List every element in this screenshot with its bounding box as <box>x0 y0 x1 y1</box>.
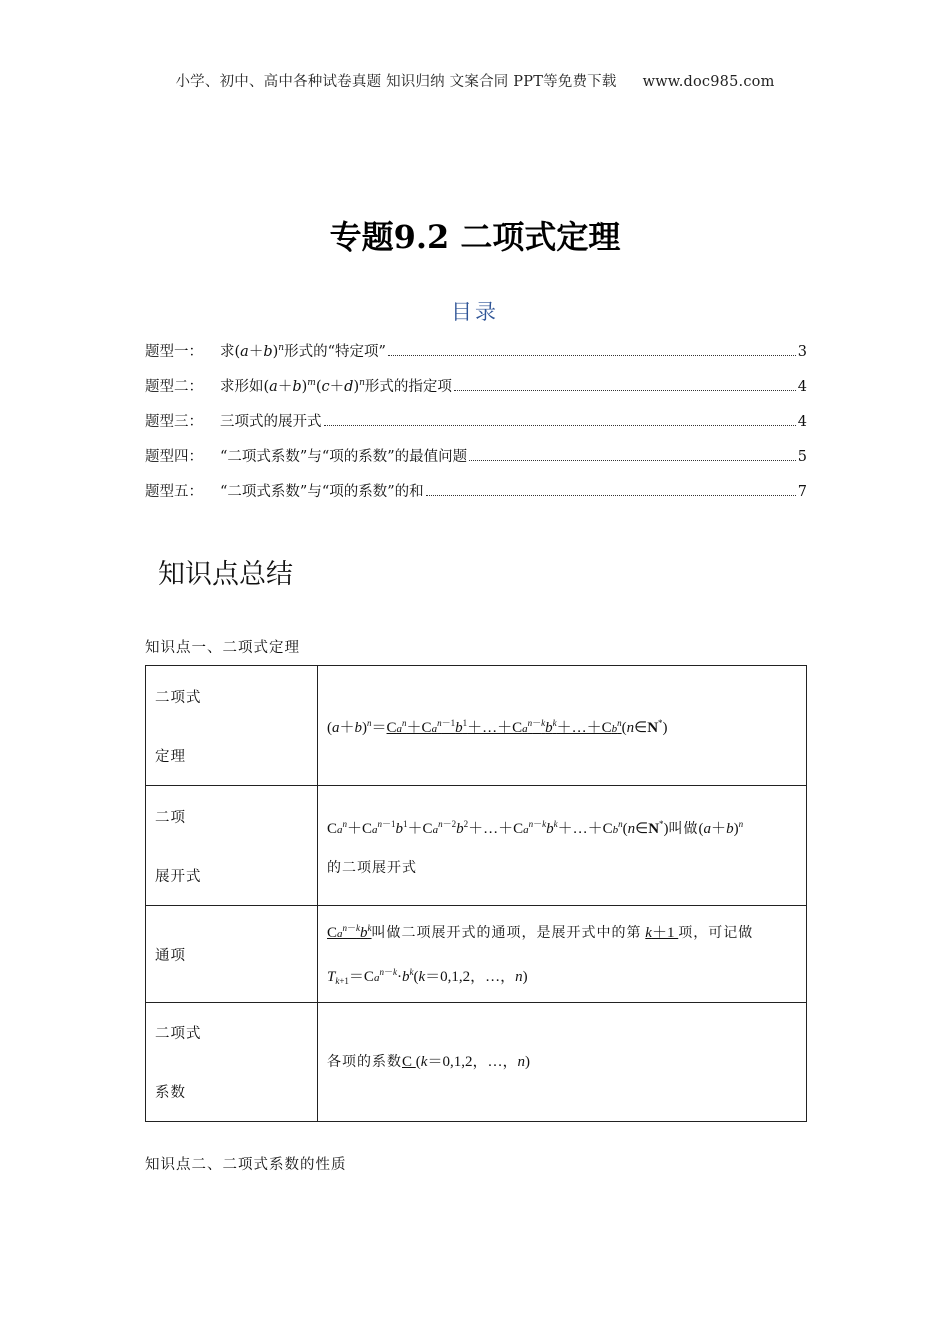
toc-item-5[interactable] <box>145 480 807 515</box>
toc-label: 题型四： <box>145 449 203 465</box>
row-label: 二项 展开式 <box>146 786 318 906</box>
toc-page-number: 3 <box>797 344 807 360</box>
document-title: 专题9.2 二项式定理 <box>329 218 621 256</box>
page-header <box>0 70 950 91</box>
subsection-title-2: 知识点二、二项式系数的性质 <box>145 1157 347 1173</box>
table-row <box>146 666 807 786</box>
table-row <box>146 1003 807 1122</box>
row-label: 二项式 定理 <box>146 666 318 786</box>
toc-page-number: 7 <box>797 484 807 500</box>
row-label: 二项式 系数 <box>146 1003 318 1122</box>
toc-heading: 目录 <box>451 300 499 324</box>
toc-text: “二项式系数”与“项的系数”的和 <box>220 484 424 500</box>
binomial-theorem-formula: $(a+b)^n=Ca^n+Ca^{n-1}b^1+\dots+Ca^{n-k}b^k+\dots+Cb^n(n\in N^*)$ <box>318 666 807 786</box>
section-title: 知识点总结 <box>158 559 293 590</box>
toc-leader-dots <box>426 495 796 496</box>
toc-label: 题型二： <box>145 379 203 395</box>
toc-text: “二项式系数”与“项的系数”的最值问题 <box>220 449 468 465</box>
toc-text: 求形如$(a+b)^m(c+d)^n$形式的指定项 <box>220 378 452 395</box>
toc-label: 题型一： <box>145 344 203 360</box>
toc-item-4[interactable] <box>145 445 807 480</box>
toc-page-number: 4 <box>797 414 807 430</box>
binomial-coefficient-formula: 各项的系数C (k＝0,1,2，…，n) <box>318 1003 807 1122</box>
toc-leader-dots <box>388 355 796 356</box>
table-row <box>146 906 807 1003</box>
row-label: 通项 <box>146 906 318 1003</box>
toc-item-2[interactable] <box>145 375 807 410</box>
toc-label: 题型五： <box>145 484 203 500</box>
binomial-expansion-formula: $Ca^n+Ca^{n-1}b^1+Ca^{n-2}b^2+\dots+Ca^{n-k}b^k+\dots+Cb^n(n\in N^*)$叫做$(a+b)^n$ 的二项展开式 <box>318 786 807 906</box>
header-text: 小学、初中、高中各种试卷真题 知识归纳 文案合同 PPT等免费下载 <box>175 74 617 90</box>
toc-leader-dots <box>324 425 796 426</box>
toc-item-1[interactable] <box>145 340 807 375</box>
toc-text: 求$(a+b)^n$形式的“特定项” <box>220 343 386 360</box>
toc-text: 三项式的展开式 <box>220 414 322 430</box>
toc-leader-dots <box>454 390 796 391</box>
table-of-contents <box>145 340 807 515</box>
header-site: www.doc985.com <box>642 74 775 90</box>
subsection-title-1: 知识点一、二项式定理 <box>145 640 300 656</box>
knowledge-table <box>145 665 807 1122</box>
table-row <box>146 786 807 906</box>
toc-page-number: 4 <box>797 379 807 395</box>
toc-page-number: 5 <box>797 449 807 465</box>
toc-leader-dots <box>469 460 796 461</box>
toc-label: 题型三： <box>145 414 203 430</box>
general-term-formula: $Ca^{n-k}b^k$叫做二项展开式的通项，是展开式中的第 k＋1 项，可记做 $T_{k+1}=Ca^{n-k}\cdot b^k(k=0,1,2$，…，n) <box>318 906 807 1003</box>
toc-item-3[interactable] <box>145 410 807 445</box>
